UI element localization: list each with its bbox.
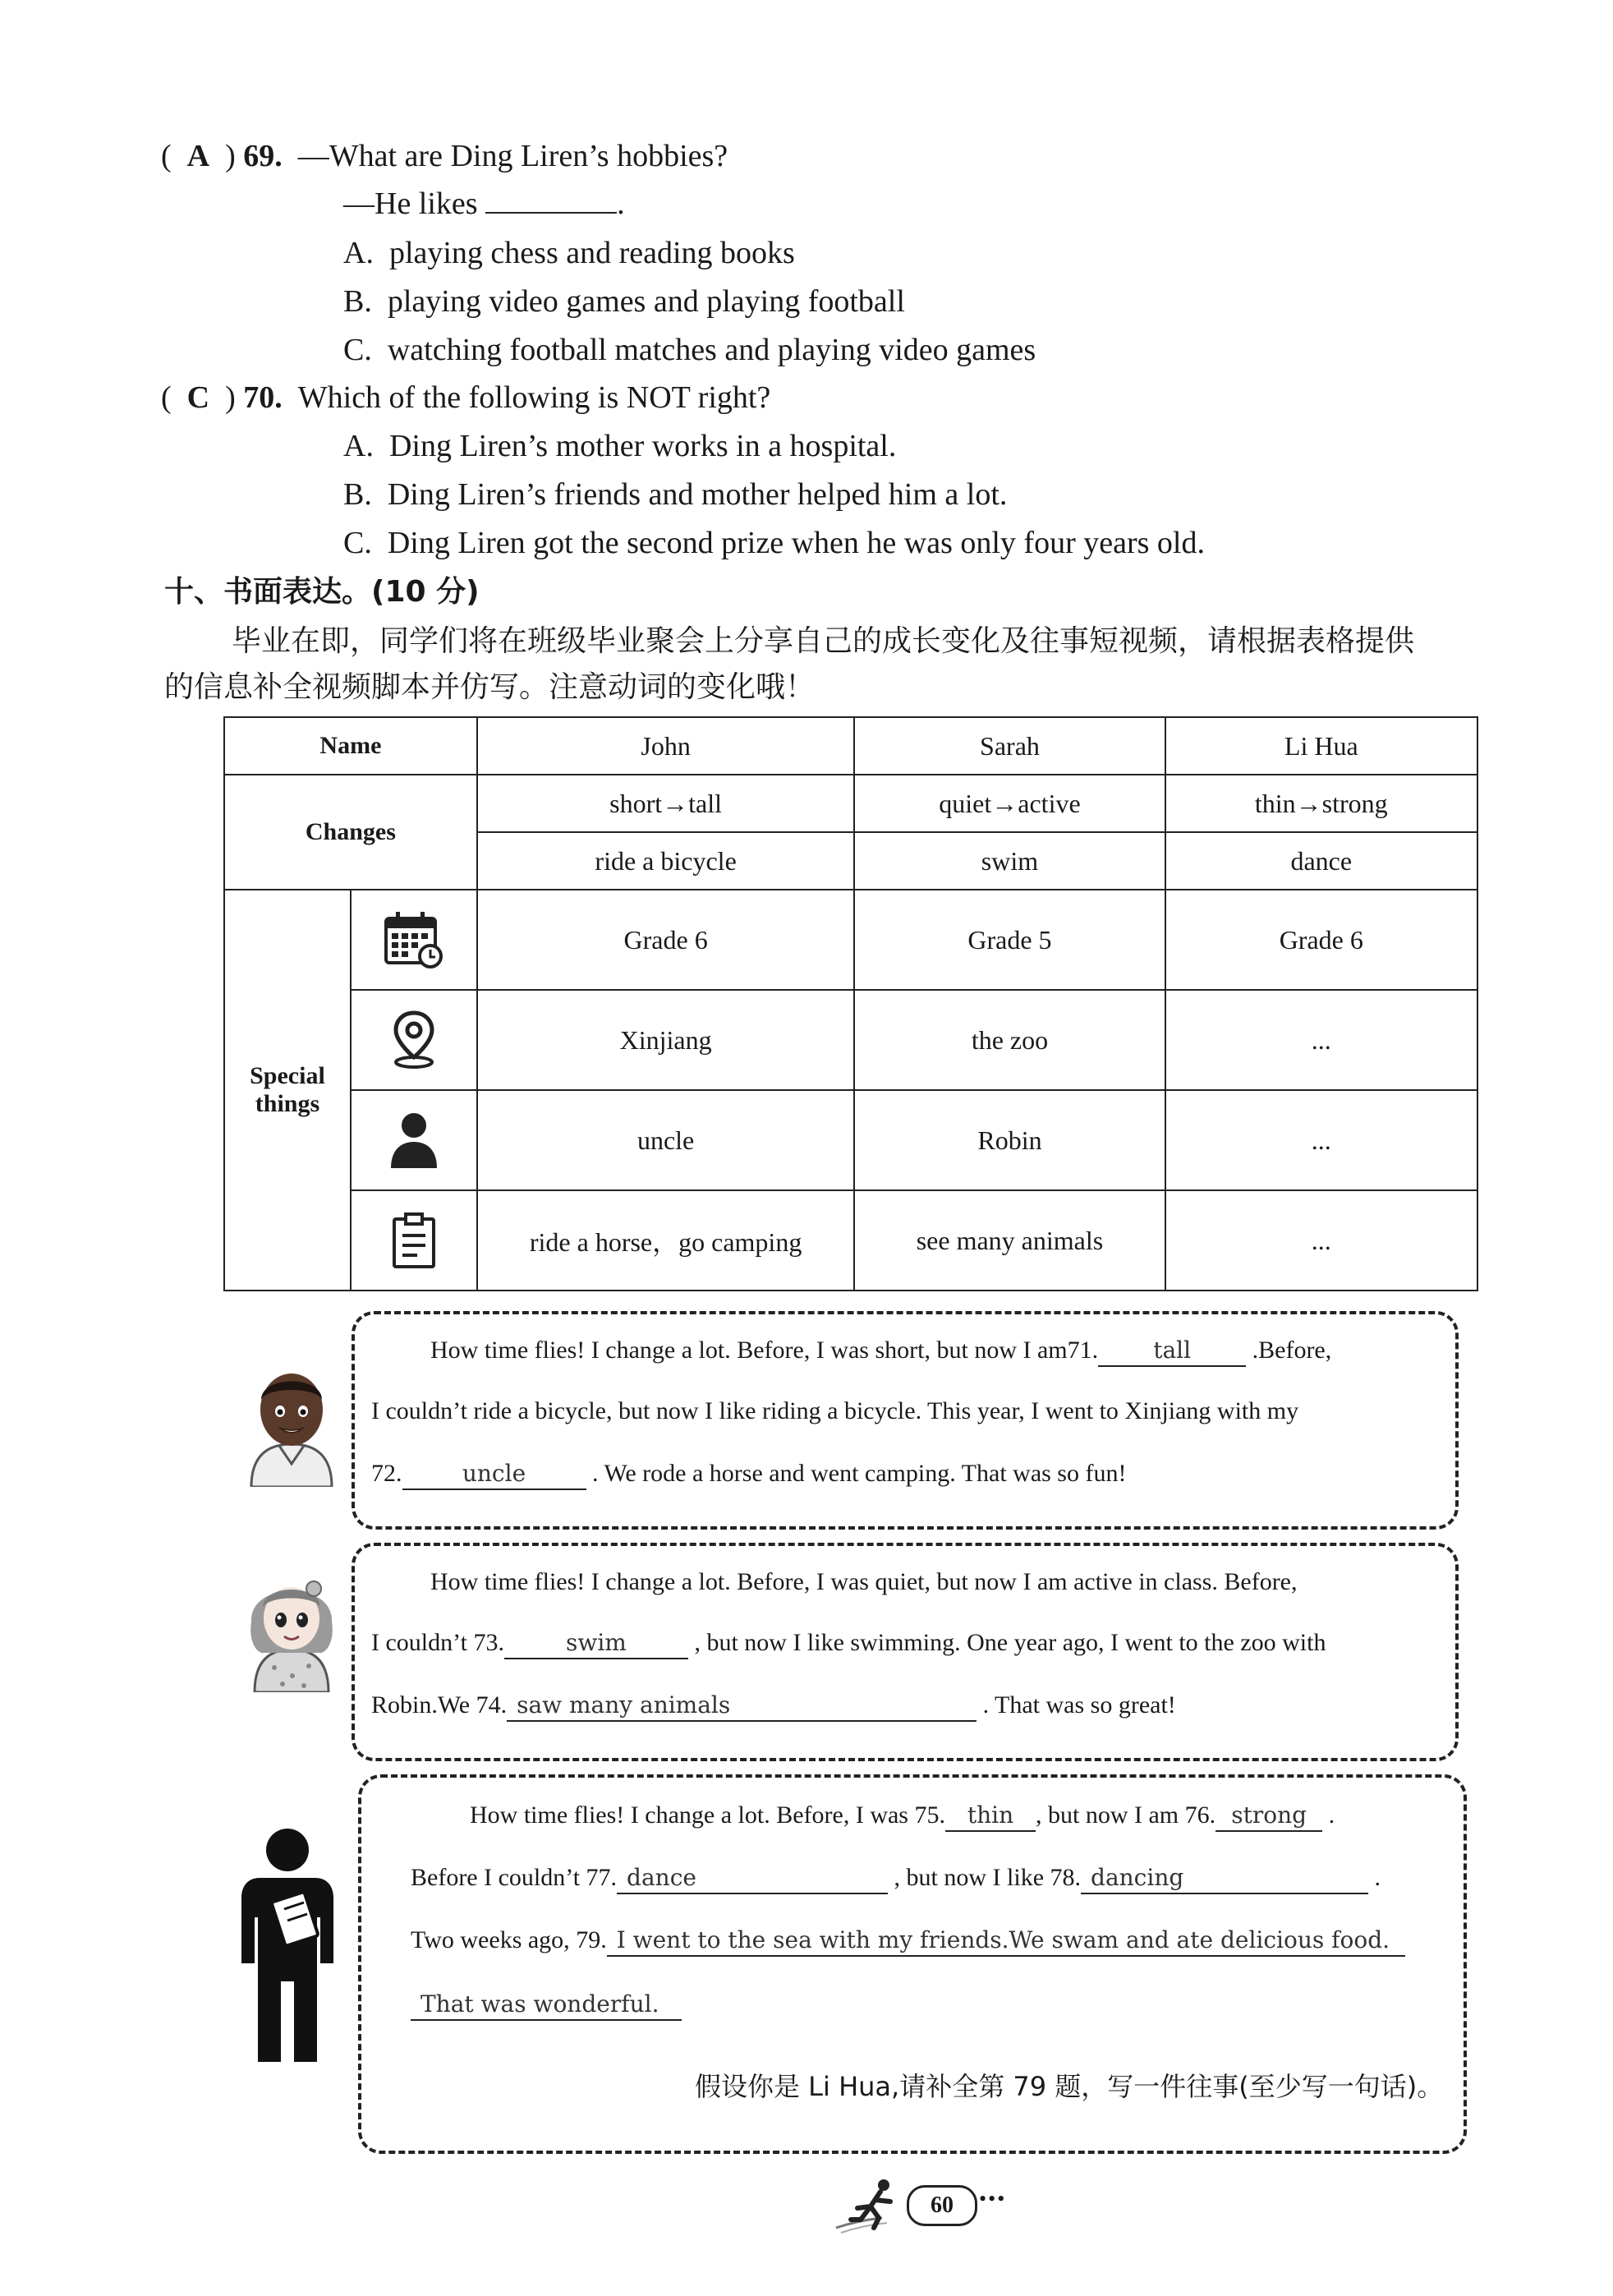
change-cell: dance — [1165, 832, 1477, 890]
option-70-c: C. Ding Liren got the second prize when he was only four years old. — [343, 526, 1205, 560]
instruction-line-1: 毕业在即，同学们将在班级毕业聚会上分享自己的成长变化及往事短视频，请根据表格提供 — [232, 624, 1415, 658]
info-table — [223, 716, 1478, 1291]
period: . — [617, 186, 625, 221]
special-cell: Grade 5 — [854, 890, 1165, 990]
change-cell: ride a bicycle — [477, 832, 855, 890]
instruction-line-2: 的信息补全视频脚本并仿写。注意动词的变化哦！ — [164, 670, 816, 704]
special-cell: ... — [1165, 990, 1477, 1090]
location-pin-icon — [351, 990, 477, 1090]
runner-logo-icon — [833, 2177, 908, 2238]
blank-number-78: 78. — [1050, 1864, 1082, 1891]
question-69-response — [343, 179, 625, 228]
table-row — [224, 990, 1477, 1090]
answer-69: A — [186, 139, 210, 173]
boy-avatar-icon — [243, 1364, 340, 1491]
sarah-line-2: I couldn’t 73. swim , but now I like swimming. One year ago, I went to the zoo with — [371, 1625, 1326, 1661]
john-script-box — [352, 1311, 1459, 1530]
special-cell: Robin — [854, 1090, 1165, 1190]
table-row — [224, 1190, 1477, 1291]
special-cell: the zoo — [854, 990, 1165, 1090]
answer-73: swim — [504, 1628, 688, 1659]
table-row — [224, 775, 1477, 832]
answer-74: saw many animals — [507, 1691, 977, 1722]
blank-number-79: 79. — [576, 1926, 607, 1953]
answer-79-continued: That was wonderful. — [411, 1990, 682, 2021]
change-cell: thin→strong — [1165, 775, 1477, 832]
sarah-line-1: How time flies! I change a lot. Before, I was quiet, but now I am active in class. Before, — [430, 1568, 1298, 1595]
answer-78: dancing — [1081, 1863, 1368, 1894]
option-70-b: B. Ding Liren’s friends and mother helped him a lot. — [343, 477, 1008, 512]
john-line-2: I couldn’t ride a bicycle, but now I like riding a bicycle. This year, I went to Xinjiang with my — [371, 1397, 1299, 1424]
change-cell: swim — [854, 832, 1165, 890]
answer-77: dance — [617, 1863, 888, 1894]
answer-70: C — [186, 380, 210, 415]
blank-number-75: 75. — [914, 1801, 945, 1829]
special-cell: uncle — [477, 1090, 855, 1190]
lihua-line-1: How time flies! I change a lot. Before, I was 75. thin , but now I am 76. strong . — [470, 1797, 1335, 1834]
special-cell: ... — [1165, 1090, 1477, 1190]
special-cell: ride a horse，go camping — [477, 1190, 855, 1291]
answer-71: tall — [1098, 1336, 1246, 1367]
name-cell: Li Hua — [1165, 717, 1477, 775]
special-cell: ... — [1165, 1190, 1477, 1291]
option-70-a: A. Ding Liren’s mother works in a hospital. — [343, 429, 897, 463]
calendar-icon — [351, 890, 477, 990]
answer-blank — [485, 184, 617, 214]
question-69-header — [161, 131, 728, 181]
sarah-line-3: Robin.We 74. saw many animals . That was so great! — [371, 1687, 1176, 1723]
clipboard-icon — [351, 1190, 477, 1291]
special-cell: Xinjiang — [477, 990, 855, 1090]
blank-number-73: 73. — [473, 1629, 504, 1656]
paren: ( — [161, 139, 172, 173]
name-header: Name — [224, 717, 477, 775]
change-cell: short→tall — [477, 775, 855, 832]
question-70-prompt: Which of the following is NOT right? — [297, 380, 771, 415]
paren: ) — [225, 139, 236, 173]
question-69-prompt: —What are Ding Liren’s hobbies? — [297, 139, 728, 173]
name-cell: Sarah — [854, 717, 1165, 775]
john-line-3: 72. uncle . We rode a horse and went camping. That was so fun! — [371, 1456, 1126, 1492]
blank-number-76: 76. — [1184, 1801, 1216, 1829]
person-icon — [351, 1090, 477, 1190]
lihua-line-4 — [411, 1986, 682, 2022]
changes-header: Changes — [224, 775, 477, 890]
lihua-note: 假设你是 Li Hua,请补全第 79 题，写一件往事(至少写一句话)。 — [695, 2071, 1444, 2102]
option-69-c: C. watching football matches and playing video games — [343, 333, 1036, 367]
john-line-1: How time flies! I change a lot. Before, I was short, but now I am71. tall .Before, — [430, 1332, 1331, 1369]
question-number-69: 69. — [243, 139, 283, 173]
table-row — [224, 890, 1477, 990]
blank-number-74: 74. — [476, 1691, 508, 1719]
answer-76: strong — [1215, 1801, 1322, 1832]
change-cell: quiet→active — [854, 775, 1165, 832]
sarah-script-box — [352, 1543, 1459, 1761]
section-title: 十、书面表达。(10 分) — [164, 575, 480, 609]
page-number: 60 — [907, 2185, 977, 2226]
answer-75: thin — [945, 1801, 1036, 1832]
paren: ( — [161, 380, 172, 415]
name-cell: John — [477, 717, 855, 775]
option-69-b: B. playing video games and playing football — [343, 284, 905, 319]
special-things-header: Special things — [224, 890, 351, 1291]
question-number-70: 70. — [243, 380, 283, 415]
student-silhouette-icon — [235, 1825, 342, 2068]
girl-avatar-icon — [243, 1564, 340, 1696]
lihua-line-3: Two weeks ago, 79. I went to the sea with my friends.We swam and ate delicious food. — [411, 1922, 1405, 1958]
answer-72: uncle — [402, 1459, 586, 1490]
question-70-header — [161, 373, 770, 422]
paren: ) — [225, 380, 236, 415]
table-row — [224, 717, 1477, 775]
blank-number-71: 71. — [1067, 1337, 1099, 1364]
lihua-line-2: Before I couldn’t 77. dance , but now I like 78. dancing . — [411, 1860, 1381, 1896]
answer-79: I went to the sea with my friends.We swam and ate delicious food. — [607, 1926, 1405, 1957]
blank-number-77: 77. — [586, 1864, 618, 1891]
option-69-a: A. playing chess and reading books — [343, 236, 795, 270]
page-dots: ••• — [979, 2187, 1007, 2211]
blank-number-72: 72. — [371, 1460, 402, 1487]
response-text: —He likes — [343, 186, 478, 221]
lihua-script-box — [358, 1774, 1467, 2154]
table-row — [224, 1090, 1477, 1190]
special-cell: Grade 6 — [477, 890, 855, 990]
special-cell: see many animals — [854, 1190, 1165, 1291]
special-cell: Grade 6 — [1165, 890, 1477, 990]
